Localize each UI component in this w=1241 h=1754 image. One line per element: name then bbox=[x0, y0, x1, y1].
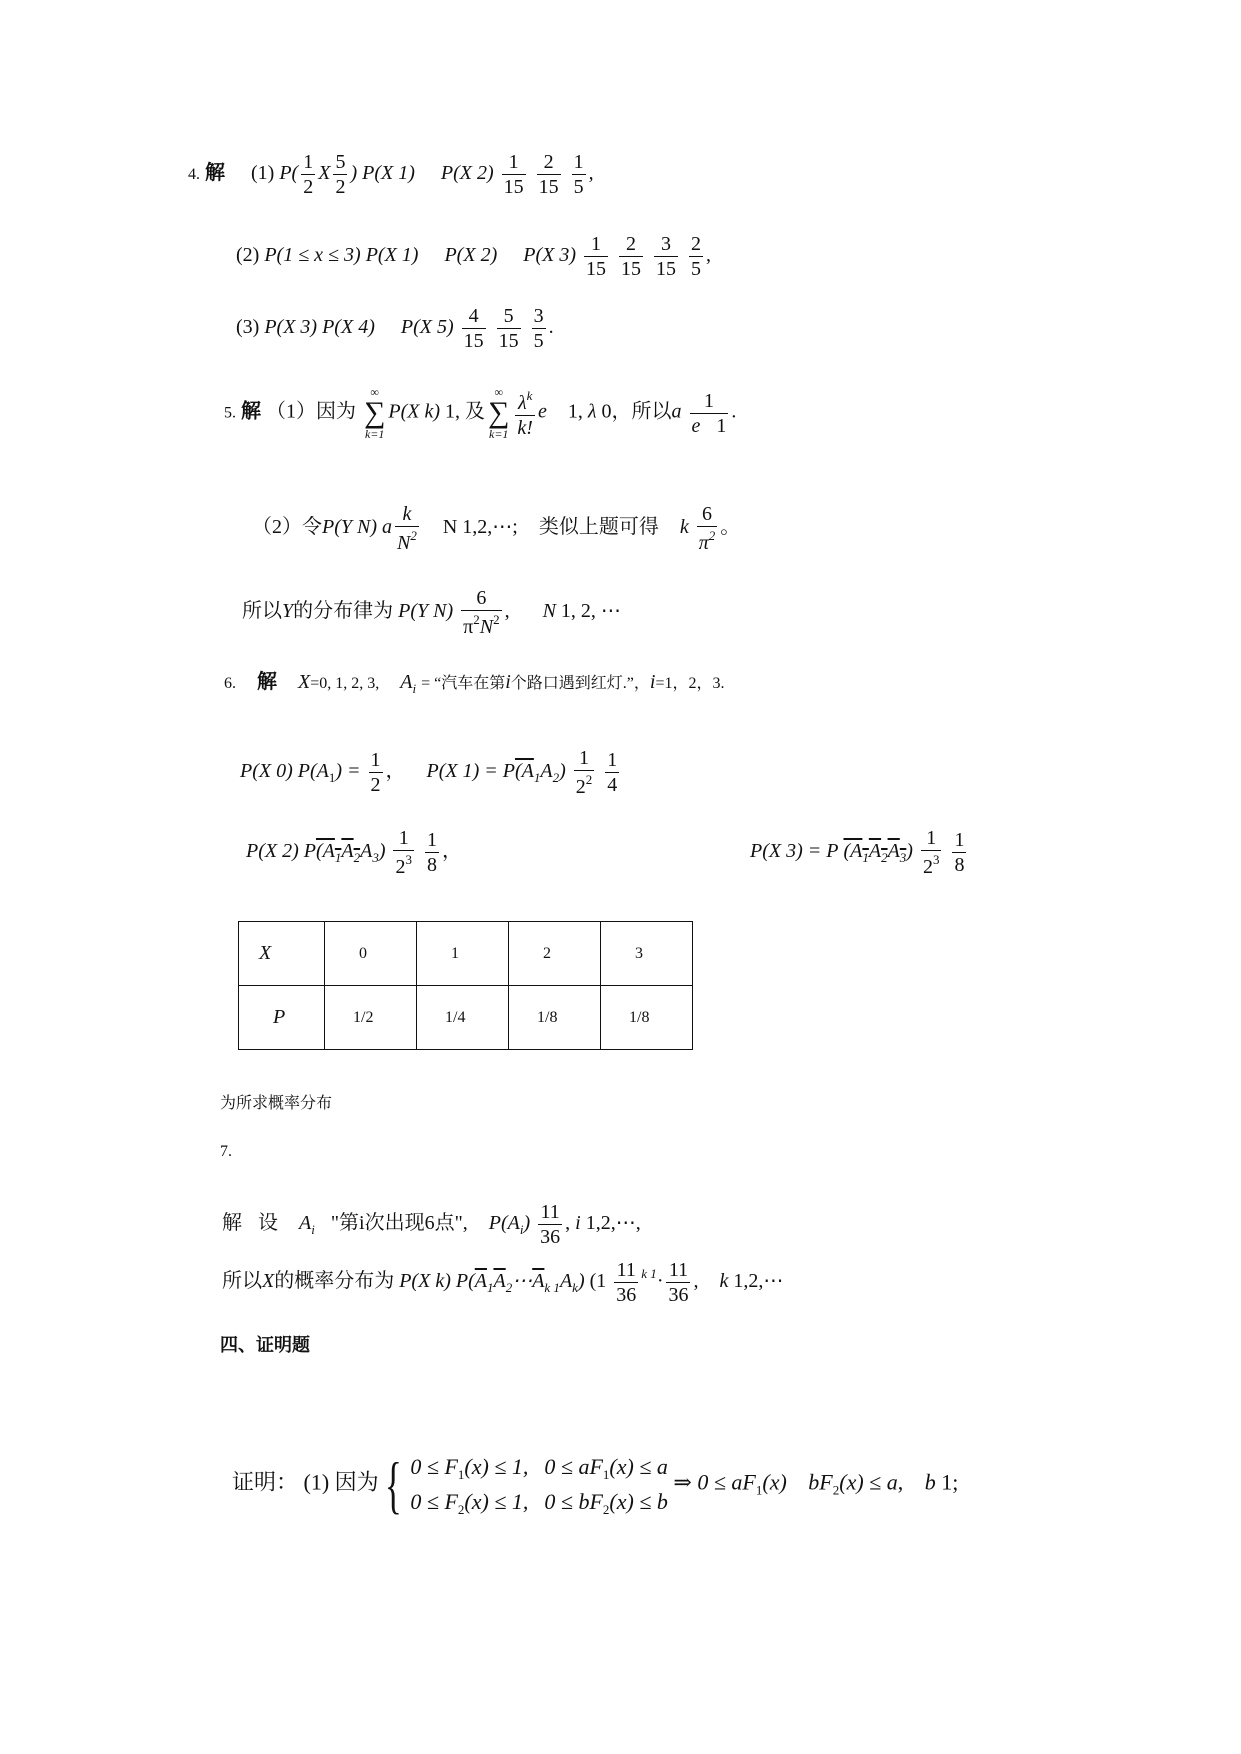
expr: 3 bbox=[899, 850, 907, 866]
punct: , bbox=[565, 1212, 571, 1235]
left-brace: { bbox=[385, 1448, 402, 1520]
text: 解 bbox=[222, 1212, 242, 1235]
text: 证明： bbox=[232, 1469, 299, 1495]
expr: P(X bbox=[362, 162, 399, 185]
punct: , bbox=[693, 1270, 699, 1293]
expr: P(X bbox=[440, 162, 477, 185]
expr: 1 bbox=[862, 850, 869, 866]
expr: 1; bbox=[941, 1469, 959, 1495]
punct: . bbox=[731, 400, 737, 423]
text: = “汽车在第 bbox=[421, 675, 506, 692]
problem-6-line-1 bbox=[224, 672, 725, 695]
table-cell: 1/8 bbox=[509, 986, 601, 1050]
expr: N bbox=[542, 600, 561, 623]
expr: e bbox=[537, 400, 547, 423]
expr: ) bbox=[378, 840, 386, 863]
expr: P( bbox=[455, 1270, 475, 1293]
fraction: $\frac{2}{5}$ bbox=[691, 233, 701, 280]
expr: · bbox=[656, 1270, 664, 1293]
punct: , bbox=[706, 244, 711, 267]
part-3-tag: (3) bbox=[236, 316, 260, 339]
expr: 1 bbox=[755, 1482, 763, 1498]
text: 设 bbox=[258, 1212, 278, 1235]
expr: 1,2,⋯ bbox=[733, 1270, 784, 1293]
expr: P(X bbox=[444, 244, 481, 267]
problem-4-line-3 bbox=[236, 306, 554, 351]
expr: A bbox=[400, 671, 413, 693]
expr: P(X bbox=[322, 316, 359, 339]
expr: ) = bbox=[335, 760, 366, 783]
fraction: $\frac{1}{15}$ bbox=[586, 233, 606, 280]
expr: P(X bbox=[750, 840, 787, 863]
expr: $\overline{A}$ bbox=[532, 1270, 545, 1293]
fraction: $\frac{1}{5}$ bbox=[573, 151, 584, 198]
text: 的概率分布为 bbox=[274, 1270, 395, 1293]
expr: (1 bbox=[589, 1270, 607, 1293]
proof-line-1 bbox=[232, 1450, 958, 1519]
punct: , bbox=[504, 600, 510, 623]
problem-5-line-3 bbox=[242, 588, 621, 637]
expr: P(A bbox=[297, 760, 329, 783]
expr: 2) bbox=[282, 840, 299, 863]
fraction: $\frac{2}{15}$ bbox=[621, 233, 641, 280]
table-cell: 2 bbox=[509, 922, 601, 986]
table-cell: 1/4 bbox=[417, 986, 509, 1050]
expr: i bbox=[505, 671, 511, 693]
expr: i bbox=[649, 671, 656, 693]
fraction: $\frac{1}{8}$ bbox=[954, 829, 965, 876]
expr: 1 bbox=[533, 770, 541, 786]
expr: =0, 1, 2, 3, bbox=[310, 675, 380, 692]
fraction: $\frac{5}{2}$ bbox=[335, 151, 346, 198]
expr: ⇒ 0 ≤ aF bbox=[673, 1469, 756, 1495]
expr: A bbox=[540, 760, 553, 783]
expr: A bbox=[887, 840, 900, 863]
expr: ⋯ bbox=[512, 1270, 533, 1293]
expr: 1 bbox=[334, 850, 342, 866]
expr: P(X bbox=[399, 1270, 436, 1293]
expr: (A bbox=[315, 840, 335, 863]
problem-7-line-1 bbox=[222, 1202, 641, 1247]
expr: 1, bbox=[567, 400, 583, 423]
fraction: $\frac{1}{15}$ bbox=[503, 151, 524, 198]
expr: 1, 2, ⋯ bbox=[560, 600, 621, 623]
expr: P(X bbox=[246, 840, 283, 863]
expr: 3 bbox=[372, 850, 379, 866]
table-cell: X bbox=[239, 922, 325, 986]
table-cell: 0 bbox=[325, 922, 417, 986]
problem-6-line-3a bbox=[246, 828, 462, 877]
fraction: $\frac{3}{5}$ bbox=[533, 305, 544, 352]
expr: A bbox=[360, 840, 373, 863]
expr: P(1 ≤ x ≤ 3) bbox=[264, 244, 366, 267]
table-cell: 1/8 bbox=[601, 986, 693, 1050]
text: 0，所以 bbox=[601, 400, 672, 423]
expr: A bbox=[868, 840, 882, 863]
problem-6-line-3b bbox=[750, 828, 969, 877]
expr: P(X bbox=[400, 316, 437, 339]
problem-5-number: 5. bbox=[224, 404, 236, 422]
expr: i bbox=[575, 1212, 586, 1235]
expr: 1 bbox=[486, 1280, 494, 1296]
part-2-tag: (2) bbox=[236, 244, 260, 267]
table-cell: 1/2 bbox=[325, 986, 417, 1050]
problem-7-line-2 bbox=[222, 1260, 783, 1305]
distribution-table bbox=[238, 921, 693, 1050]
expr: 2 bbox=[552, 770, 560, 786]
fraction: $\frac{11}{36}$ bbox=[616, 1259, 637, 1306]
expr: ) bbox=[577, 1270, 590, 1293]
problem-4-solution-label: 解 bbox=[205, 162, 225, 185]
section-heading-proofs: 四、证明题 bbox=[220, 1335, 310, 1355]
inequality-system: $0 \le F_1(x) \le 1$, $0 \le aF_1(x) \le a$ $0 \le F_2(x) \le 1$, $0 \le bF_2(x) \le b$ bbox=[410, 1454, 668, 1517]
expr: A bbox=[559, 1270, 573, 1293]
fraction: $\frac{5}{15}$ bbox=[498, 305, 519, 352]
expr: 1, 及 bbox=[445, 400, 486, 423]
expr: X bbox=[262, 1270, 275, 1293]
text: 的分布律为 bbox=[293, 600, 394, 623]
fraction: $\frac{1}{2^3}$ bbox=[922, 827, 940, 878]
expr: bF bbox=[808, 1469, 833, 1495]
expr: P(X bbox=[264, 316, 301, 339]
punct: ， bbox=[385, 760, 406, 783]
fraction: $\frac{3}{15}$ bbox=[656, 233, 676, 280]
expr: (A bbox=[843, 840, 863, 863]
expr: k) bbox=[424, 400, 446, 423]
problem-4-line-2 bbox=[236, 234, 711, 279]
text: =1，2，3. bbox=[655, 675, 725, 692]
text: 所以 bbox=[222, 1270, 262, 1293]
expr: k 1 bbox=[544, 1280, 560, 1296]
expr: ) bbox=[906, 840, 913, 863]
expr: N) bbox=[433, 600, 459, 623]
expr: X bbox=[298, 671, 311, 693]
expr: P(X bbox=[240, 760, 277, 783]
table-caption: 为所求概率分布 bbox=[220, 1095, 333, 1112]
fraction: $\frac{6}{\pi^2}$ bbox=[698, 503, 716, 554]
part-1-tag: (1) bbox=[251, 162, 275, 185]
expr: a bbox=[671, 400, 682, 423]
expr: 2) bbox=[476, 162, 499, 185]
table-cell: P bbox=[239, 986, 325, 1050]
table-row bbox=[239, 986, 693, 1050]
problem-5-line-2 bbox=[252, 504, 740, 553]
fraction: $\frac{11}{36}$ bbox=[668, 1259, 689, 1306]
problem-4-line-1 bbox=[188, 152, 594, 197]
expr: i bbox=[412, 681, 417, 696]
expr: A bbox=[299, 1212, 312, 1235]
text: 个路口遇到红灯.”， bbox=[510, 675, 650, 692]
expr: k bbox=[679, 516, 694, 539]
punct: , bbox=[588, 162, 594, 185]
expr: Y bbox=[282, 600, 294, 623]
expr: 2 bbox=[832, 1482, 840, 1498]
expr: $\overline{A}$ bbox=[474, 1270, 487, 1293]
expr: ) bbox=[559, 760, 566, 783]
fraction: $\frac{k}{N^2}$ bbox=[397, 503, 417, 554]
expr: k) bbox=[435, 1270, 456, 1293]
fraction: $\frac{1}{2^3}$ bbox=[395, 827, 412, 878]
expr: k 1 bbox=[641, 1266, 657, 1282]
expr: (x) bbox=[762, 1469, 787, 1495]
expr: A bbox=[341, 840, 354, 863]
punct: . bbox=[548, 316, 554, 339]
problem-5-line-1 bbox=[224, 386, 736, 440]
expr: P(X bbox=[523, 244, 560, 267]
expr: k bbox=[572, 1280, 578, 1296]
expr: X bbox=[318, 162, 331, 185]
fraction: $\frac{1}{8}$ bbox=[426, 829, 437, 876]
expr: 3) bbox=[559, 244, 581, 267]
expr: 1,2,⋯, bbox=[585, 1212, 641, 1235]
punct: ， bbox=[441, 840, 462, 863]
expr: 1) = P bbox=[462, 760, 515, 783]
expr: $\overline{A}$ bbox=[493, 1270, 506, 1293]
text: (1) 因为 bbox=[303, 1469, 379, 1495]
text: （2）令 bbox=[252, 516, 322, 539]
fraction: $\frac{11}{36}$ bbox=[540, 1201, 561, 1248]
expr: (x) ≤ a bbox=[839, 1469, 898, 1495]
fraction: $\frac{1}{2^2}$ bbox=[575, 747, 593, 798]
expr: a bbox=[382, 516, 392, 539]
expr: 2) bbox=[480, 244, 498, 267]
expr: "第i次出现6点", bbox=[330, 1212, 468, 1235]
expr: P( bbox=[279, 162, 299, 185]
expr: N) bbox=[357, 516, 382, 539]
expr: P(Y bbox=[398, 600, 434, 623]
text: 所以 bbox=[242, 600, 282, 623]
summation: ∞ ∑ k=1 bbox=[488, 385, 510, 441]
expr: i bbox=[311, 1222, 315, 1238]
problem-6-number: 6. bbox=[224, 675, 236, 692]
text: （1）因为 bbox=[266, 400, 356, 423]
expr: ) bbox=[523, 1212, 536, 1235]
fraction: $\frac{\lambda^k}{k!}$ bbox=[517, 387, 533, 439]
fraction: $\frac{1}{e 1}$ bbox=[691, 389, 727, 437]
expr: 2 bbox=[505, 1280, 513, 1296]
expr: P(Y bbox=[322, 516, 357, 539]
expr: P bbox=[303, 840, 316, 863]
fraction: $\frac{4}{15}$ bbox=[463, 305, 484, 352]
table-row bbox=[239, 922, 693, 986]
expr: N bbox=[442, 516, 463, 539]
expr: 1) bbox=[401, 244, 419, 267]
expr: 1) bbox=[398, 162, 415, 185]
expr: 2 bbox=[881, 850, 888, 866]
fraction: $\frac{1}{2}$ bbox=[303, 151, 314, 198]
punct: 。 bbox=[720, 516, 741, 539]
problem-6-line-2 bbox=[240, 748, 622, 797]
expr: P(X bbox=[365, 244, 402, 267]
text: 类似上题可得 bbox=[538, 516, 659, 539]
expr: 5) bbox=[436, 316, 459, 339]
fraction: $\frac{1}{4}$ bbox=[607, 749, 618, 796]
fraction: $\frac{2}{15}$ bbox=[538, 151, 559, 198]
problem-5-solution-label: 解 bbox=[241, 400, 261, 423]
expr: 0) bbox=[276, 760, 298, 783]
punct: , bbox=[897, 1469, 904, 1495]
expr: ) bbox=[350, 162, 363, 185]
expr: i bbox=[519, 1222, 524, 1238]
table-cell: 3 bbox=[601, 922, 693, 986]
expr: 3) = P bbox=[786, 840, 839, 863]
expr: (A bbox=[514, 760, 534, 783]
problem-7-number: 7. bbox=[220, 1143, 232, 1160]
fraction: $\frac{1}{2}$ bbox=[370, 749, 381, 796]
fraction: $\frac{6}{\pi^2N^2}$ bbox=[463, 587, 500, 638]
expr: 1 bbox=[328, 770, 336, 786]
expr: P(X bbox=[426, 760, 463, 783]
expr: 2 bbox=[353, 850, 361, 866]
problem-4-number: 4. bbox=[188, 166, 200, 184]
expr: 3) bbox=[300, 316, 323, 339]
expr: b bbox=[924, 1469, 942, 1495]
problem-6-solution-label: 解 bbox=[257, 671, 277, 693]
summation: ∞ ∑ k=1 bbox=[364, 385, 386, 441]
expr: 4) bbox=[358, 316, 375, 339]
expr: λ bbox=[587, 400, 602, 423]
expr: k bbox=[719, 1270, 734, 1293]
expr: 1,2,⋯; bbox=[462, 516, 518, 539]
expr: P(X bbox=[388, 400, 425, 423]
expr: P(A bbox=[488, 1212, 520, 1235]
table-cell: 1 bbox=[417, 922, 509, 986]
